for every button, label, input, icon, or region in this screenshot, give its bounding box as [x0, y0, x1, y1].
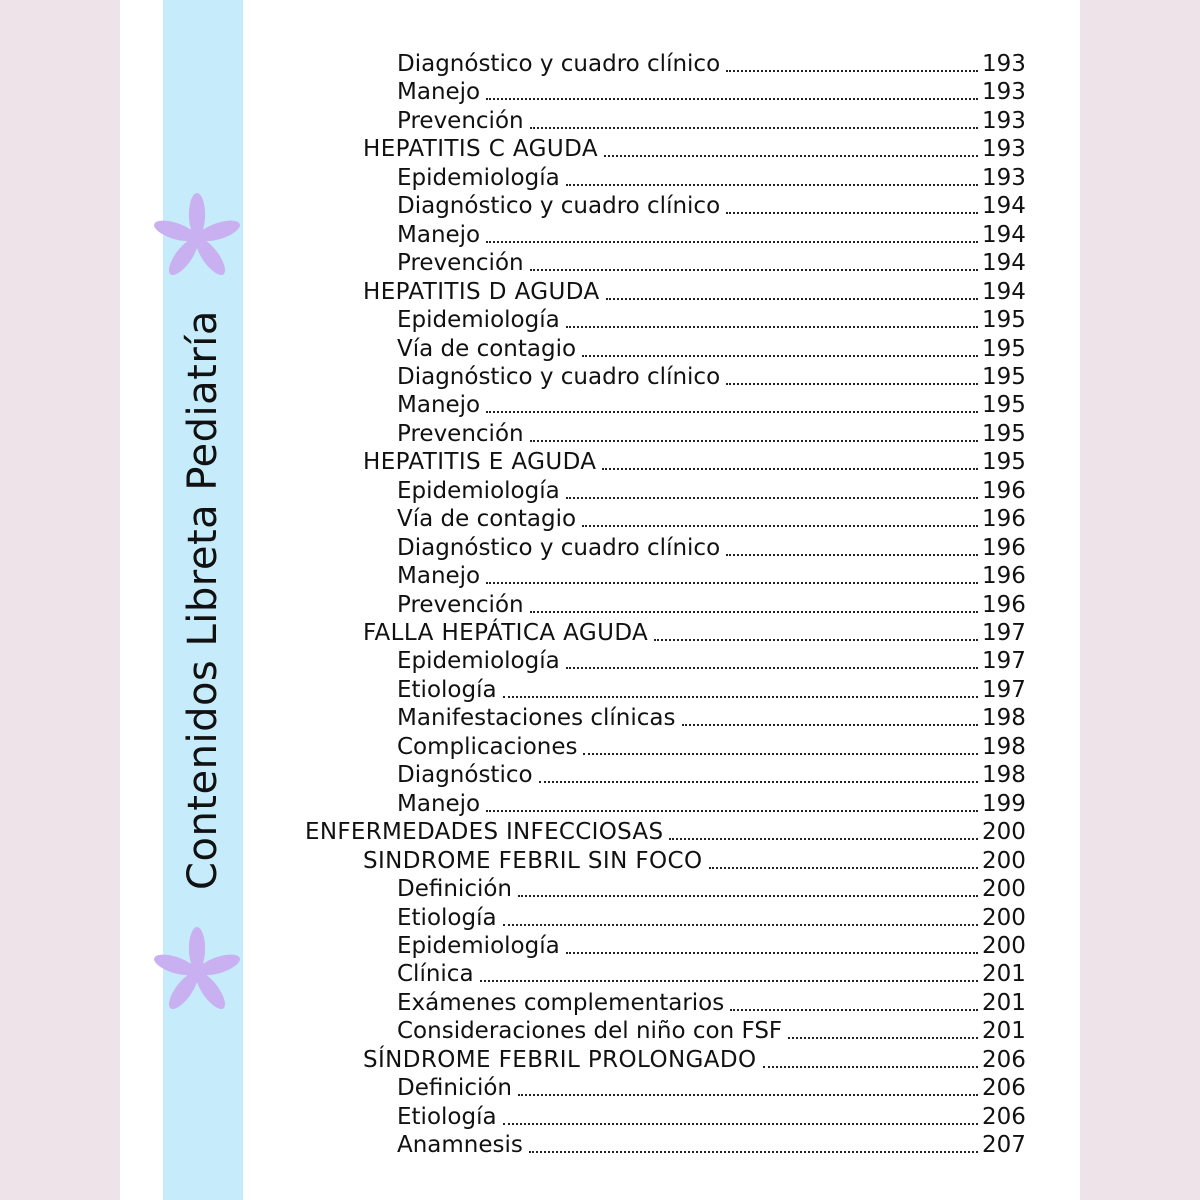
toc-entry-title: Clínica	[397, 961, 474, 988]
dot-leader	[669, 838, 978, 840]
toc-entry[interactable]	[397, 48, 1024, 78]
toc-entry[interactable]	[363, 276, 1024, 306]
toc-entry-page: 195	[982, 392, 1026, 419]
dot-leader	[602, 468, 978, 470]
toc-entry-page: 198	[982, 705, 1026, 732]
toc-entry-title: Diagnóstico y cuadro clínico	[397, 534, 721, 561]
toc-entry-page: 196	[982, 534, 1026, 561]
toc-entry-page: 195	[982, 335, 1026, 362]
toc-entry-title: Manifestaciones clínicas	[397, 705, 676, 732]
toc-entry[interactable]	[397, 788, 1024, 818]
toc-entry[interactable]	[397, 418, 1024, 448]
toc-entry[interactable]	[397, 532, 1024, 562]
toc-entry[interactable]	[363, 446, 1024, 476]
toc-entry-title: Definición	[397, 1075, 512, 1102]
toc-entry-page: 201	[982, 961, 1026, 988]
dot-leader	[566, 667, 978, 669]
toc-entry-title: Prevención	[397, 591, 524, 618]
dot-leader	[530, 269, 978, 271]
toc-entry-title: Epidemiología	[397, 648, 560, 675]
toc-entry-page: 194	[982, 193, 1026, 220]
toc-entry-title: Complicaciones	[397, 733, 578, 760]
toc-entry-page: 196	[982, 591, 1026, 618]
dot-leader	[726, 212, 978, 214]
flower-icon	[152, 927, 242, 1017]
dot-leader	[582, 355, 978, 357]
toc-entry-page: 196	[982, 563, 1026, 590]
toc-entry-title: Diagnóstico	[397, 762, 533, 789]
flower-icon	[152, 193, 242, 283]
toc-entry-page: 196	[982, 506, 1026, 533]
toc-entry-page: 193	[982, 164, 1026, 191]
toc-entry[interactable]	[397, 645, 1024, 675]
toc-entry[interactable]	[397, 674, 1024, 704]
toc-entry-title: Consideraciones del niño con FSF	[397, 1018, 783, 1045]
toc-entry-title: Manejo	[397, 79, 481, 106]
toc-entry[interactable]	[397, 76, 1024, 106]
toc-entry[interactable]	[397, 190, 1024, 220]
dot-leader	[503, 924, 978, 926]
dot-leader	[486, 241, 978, 243]
toc-entry-page: 200	[982, 904, 1026, 931]
toc-entry-title: Diagnóstico y cuadro clínico	[397, 363, 721, 390]
toc-entry-title: Vía de contagio	[397, 335, 577, 362]
toc-entry[interactable]	[397, 702, 1024, 732]
toc-entry-title: Vía de contagio	[397, 506, 577, 533]
toc-entry-title: Diagnóstico y cuadro clínico	[397, 193, 721, 220]
toc-entry-page: 195	[982, 420, 1026, 447]
dot-leader	[726, 70, 978, 72]
toc-entry[interactable]	[397, 475, 1024, 505]
toc-entry[interactable]	[397, 731, 1024, 761]
sidebar-title: Contenidos Libreta Pediatría	[180, 310, 226, 890]
toc-entry[interactable]	[397, 560, 1024, 590]
toc-entry[interactable]	[305, 816, 1024, 846]
dot-leader	[763, 1066, 978, 1068]
toc-entry-title: Manejo	[397, 221, 481, 248]
toc-entry-page: 193	[982, 136, 1026, 163]
toc-entry[interactable]	[397, 1072, 1024, 1102]
toc-entry[interactable]	[397, 162, 1024, 192]
toc-entry-title: Epidemiología	[397, 164, 560, 191]
dot-leader	[606, 298, 978, 300]
toc-entry[interactable]	[397, 247, 1024, 277]
toc-entry[interactable]	[397, 105, 1024, 135]
toc-entry[interactable]	[397, 361, 1024, 391]
toc-entry-title: FALLA HEPÁTICA AGUDA	[363, 620, 649, 646]
toc-entry-title: Epidemiología	[397, 477, 560, 504]
toc-entry-page: 194	[982, 250, 1026, 277]
toc-entry-page: 206	[982, 1075, 1026, 1102]
toc-entry-page: 197	[982, 620, 1026, 646]
toc-entry-title: ENFERMEDADES INFECCIOSAS	[305, 819, 664, 846]
toc-entry-page: 198	[982, 733, 1026, 760]
dot-leader	[486, 582, 978, 584]
toc-entry-page: 196	[982, 477, 1026, 504]
toc-entry-page: 195	[982, 307, 1026, 334]
toc-entry-title: Manejo	[397, 392, 481, 419]
dot-leader	[604, 155, 978, 157]
dot-leader	[566, 952, 978, 954]
dot-leader	[480, 980, 978, 982]
toc-entry-page: 197	[982, 648, 1026, 675]
toc-entry-title: HEPATITIS D AGUDA	[363, 278, 600, 305]
toc-entry-page: 200	[982, 876, 1026, 903]
toc-entry[interactable]	[363, 133, 1024, 163]
toc-entry-page: 207	[982, 1132, 1026, 1159]
dot-leader	[583, 753, 978, 755]
toc-entry[interactable]	[363, 617, 1024, 647]
dot-leader	[539, 781, 978, 783]
dot-leader	[530, 440, 978, 442]
toc-entry[interactable]	[397, 1129, 1024, 1159]
toc-entry-title: SINDROME FEBRIL SIN FOCO	[363, 847, 703, 874]
dot-leader	[730, 1009, 978, 1011]
toc-entry[interactable]	[397, 873, 1024, 903]
dot-leader	[518, 1094, 978, 1096]
dot-leader	[582, 525, 978, 527]
toc-entry-title: Definición	[397, 876, 512, 903]
toc-entry-title: Prevención	[397, 107, 524, 134]
dot-leader	[503, 1123, 978, 1125]
toc-entry-page: 200	[982, 819, 1026, 846]
toc-entry-title: Etiología	[397, 1103, 497, 1130]
toc-entry[interactable]	[397, 333, 1024, 363]
toc-entry[interactable]	[397, 389, 1024, 419]
toc-entry-page: 197	[982, 676, 1026, 703]
toc-entry-page: 193	[982, 79, 1026, 106]
dot-leader	[788, 1037, 978, 1039]
toc-entry-title: Anamnesis	[397, 1132, 523, 1159]
dot-leader	[529, 1151, 978, 1153]
toc-entry-page: 201	[982, 989, 1026, 1016]
dot-leader	[530, 127, 978, 129]
toc-entry[interactable]	[397, 1101, 1024, 1131]
toc-entry-title: Prevención	[397, 420, 524, 447]
toc-entry[interactable]	[397, 902, 1024, 932]
toc-entry-title: SÍNDROME FEBRIL PROLONGADO	[363, 1046, 757, 1073]
toc-entry-page: 194	[982, 278, 1026, 305]
toc-entry-title: HEPATITIS C AGUDA	[363, 136, 598, 163]
toc-entry[interactable]	[363, 1044, 1024, 1074]
toc-entry-page: 201	[982, 1018, 1026, 1045]
toc-entry-page: 193	[982, 107, 1026, 134]
toc-entry[interactable]	[397, 958, 1024, 988]
toc-entry[interactable]	[397, 1015, 1024, 1045]
toc-entry[interactable]	[397, 219, 1024, 249]
toc-entry-title: HEPATITIS E AGUDA	[363, 449, 597, 476]
toc-entry-title: Prevención	[397, 250, 524, 277]
toc-entry-page: 198	[982, 762, 1026, 789]
toc-entry-page: 199	[982, 790, 1026, 817]
dot-leader	[682, 724, 979, 726]
toc-entry[interactable]	[397, 589, 1024, 619]
toc-entry-title: Etiología	[397, 904, 497, 931]
toc-entry-page: 206	[982, 1046, 1026, 1073]
dot-leader	[566, 497, 978, 499]
toc-entry-title: Manejo	[397, 563, 481, 590]
toc-entry[interactable]	[397, 503, 1024, 533]
dot-leader	[654, 639, 978, 641]
dot-leader	[726, 383, 978, 385]
dot-leader	[486, 810, 978, 812]
toc-entry-page: 193	[982, 51, 1026, 77]
dot-leader	[486, 411, 978, 413]
toc-entry-title: Etiología	[397, 676, 497, 703]
toc-entry[interactable]	[397, 930, 1024, 960]
dot-leader	[486, 98, 978, 100]
dot-leader	[566, 184, 978, 186]
toc-entry[interactable]	[397, 304, 1024, 334]
dot-leader	[726, 554, 978, 556]
toc-entry-page: 206	[982, 1103, 1026, 1130]
toc-entry[interactable]	[363, 845, 1024, 875]
toc-entry-title: Exámenes complementarios	[397, 989, 725, 1016]
toc-entry-page: 194	[982, 221, 1026, 248]
dot-leader	[566, 326, 978, 328]
dot-leader	[503, 696, 978, 698]
toc-entry-page: 200	[982, 932, 1026, 959]
toc-entry-title: Diagnóstico y cuadro clínico	[397, 51, 721, 77]
toc-entry-page: 195	[982, 363, 1026, 390]
dot-leader	[530, 611, 978, 613]
toc-entry-title: Epidemiología	[397, 307, 560, 334]
toc-entry-page: 200	[982, 847, 1026, 874]
toc-entry-title: Epidemiología	[397, 932, 560, 959]
toc-entry[interactable]	[397, 987, 1024, 1017]
toc-entry-title: Manejo	[397, 790, 481, 817]
dot-leader	[709, 867, 979, 869]
dot-leader	[518, 895, 978, 897]
toc-entry[interactable]	[397, 759, 1024, 789]
toc-entry-page: 195	[982, 449, 1026, 476]
